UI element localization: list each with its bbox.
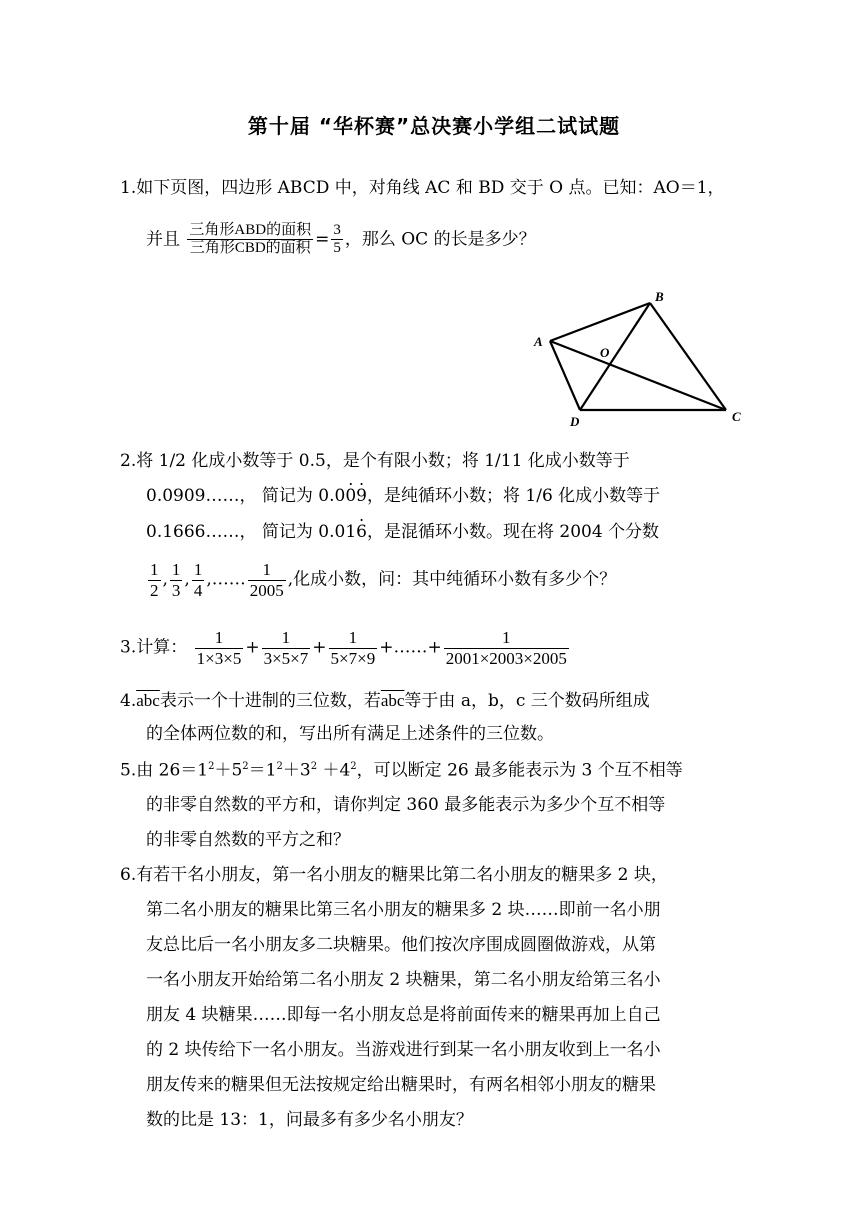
repeating-decimal-1: 0.00 .9 . — [318, 486, 367, 506]
q1-area-fraction: $\frac{\text{三角形ABD的面积}}{\text{三角形CBD的面积}}$ — [189, 222, 312, 257]
page-title: 第十届 “华杯赛”总决赛小学组二试试题 — [247, 114, 621, 138]
q4-line1: $4.\overline{abc}$表示一个十进制的三位数，若$\overline{abc}$等于由 a，b，c 三个数码所组成 — [120, 691, 650, 711]
label-a: A — [534, 334, 543, 349]
term-2: $\frac{1}{3\times 5\times 7}$ — [263, 628, 309, 668]
q1-ratio-fraction: $\frac{3}{5}$ — [333, 222, 341, 257]
q3-expression: 3.计算： $\frac{1}{1\times 3\times 5}$ + $\frac{1}{3\times 5\times 7}$ + $\frac{1}{5\times 7\times 9}$ +……+ $\frac{1}{2001\times 2003\times 2005}$ — [120, 628, 567, 668]
q2-line3: 0.1666……， 简记为 0.016 .，是混循环小数。现在将 2004 个分数 — [146, 524, 659, 541]
q1-line2 — [146, 222, 536, 258]
label-b: B — [655, 289, 664, 304]
q1-suffix: ，那么 OC 的长是多少？ — [344, 229, 536, 250]
q2-line4: $\frac{1}{2}$ , $\frac{1}{3}$ , $\frac{1}{4}$ ,…… $\frac{1}{2005}$ ,化成小数，问：其中纯循环小数有多少个？ — [150, 560, 617, 600]
fraction-1-3: $\frac{1}{3}$ — [171, 560, 181, 600]
q6-line: 一名小朋友开始给第二名小朋友 2 块糖果，第二名小朋友给第三名小 — [146, 970, 661, 990]
q1-line1: 1.如下页图，四边形 ABCD 中，对角线 AC 和 BD 交于 O 点。已知：AO＝1， — [120, 178, 725, 198]
term-1: $\frac{1}{1\times 3\times 5}$ — [196, 628, 242, 668]
q2-line2: 0.0909……， 简记为 0.00 .9 .，是纯循环小数；将 1/6 化成小数等于 — [146, 488, 660, 505]
q2-line1: 2.将 1/2 化成小数等于 0.5，是个有限小数；将 1/11 化成小数等于 — [120, 451, 630, 471]
fraction-1-2005: $\frac{1}{2005}$ — [249, 560, 284, 600]
q6-line: 第二名小朋友的糖果比第三名小朋友的糖果多 2 块……即前一名小朋 — [146, 900, 661, 920]
quadrilateral-figure — [528, 285, 753, 430]
repeating-decimal-2: 0.016 . — [318, 522, 367, 542]
q4-line2: 的全体两位数的和，写出所有满足上述条件的三位数。 — [146, 724, 554, 744]
q6-line: 的 2 块传给下一名小朋友。当游戏进行到某一名小朋友收到上一名小 — [146, 1040, 661, 1060]
q1-prefix: 并且 — [146, 229, 180, 250]
q6-line: 6.有若干名小朋友，第一名小朋友的糖果比第二名小朋友的糖果多 2 块， — [120, 865, 668, 885]
q6-line: 朋友传来的糖果但无法按规定给出糖果时，有两名相邻小朋友的糖果 — [146, 1075, 656, 1095]
label-c: C — [732, 409, 741, 424]
fraction-1-2: $\frac{1}{2}$ — [150, 560, 159, 600]
label-o: O — [600, 345, 610, 360]
q5-line3: 的非零自然数的平方之和？ — [146, 830, 350, 850]
label-d: D — [570, 414, 580, 429]
q6-line: 朋友 4 块糖果……即每一名小朋友总是将前面传来的糖果再加上自己 — [146, 1005, 661, 1025]
q6-line: 数的比是 13：1，问最多有多少名小朋友？ — [146, 1110, 473, 1130]
term-last: $\frac{1}{2001\times 2003\times 2005}$ — [445, 628, 567, 668]
q5-line1: 5.由 $26=1^2+5^2=1^2+3^2 +4^2$，可以断定 26 最多能表示为 3 个互不相等 — [120, 760, 683, 781]
q6-line: 友总比后一名小朋友多二块糖果。他们按次序围成圆圈做游戏，从第 — [146, 935, 656, 955]
q5-line2: 的非零自然数的平方和，请你判定 360 最多能表示为多少个互不相等 — [146, 795, 666, 815]
fraction-1-4: $\frac{1}{4}$ — [193, 560, 203, 600]
q1-equals: = — [315, 229, 330, 250]
term-3: $\frac{1}{5\times 7\times 9}$ — [330, 628, 376, 668]
